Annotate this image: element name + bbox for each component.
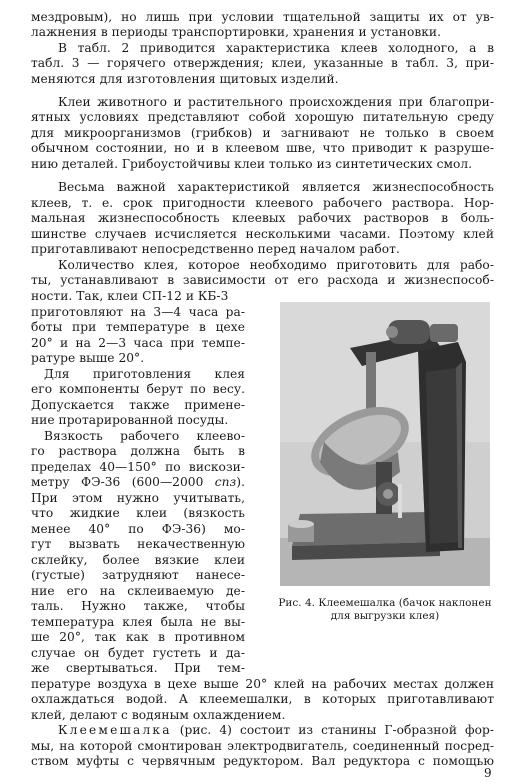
text-line: его компоненты берут по весу. <box>31 382 245 396</box>
text-line: склейку, более вязкие клеи <box>31 553 245 567</box>
text-line: ше 20°, так как в противном <box>31 630 245 644</box>
text-line: шинстве случаев исчисляется несколькими часами. Поэтому клей <box>31 227 494 241</box>
text-line: пературе воздуха в цехе выше 20° клей на рабочих местах должен <box>31 677 494 691</box>
figure-caption-line2: для выгрузки клея) <box>330 610 440 622</box>
text-line: Весьма важной характеристикой является жизнеспособность <box>58 180 494 194</box>
text-line: нию деталей. Грибоустойчивы клеи только из синтетических смол. <box>31 157 473 171</box>
text-line <box>31 475 245 490</box>
figure-caption-line1: Рис. 4. Клеемешалка (бачок наклонен <box>278 597 492 609</box>
text-line: клей, делают с водяным охлаждением. <box>31 708 286 722</box>
text-line: При этом нужно учитывать, <box>31 491 245 505</box>
text-line: Для приготовления клея <box>44 367 245 381</box>
text-line: Допускается также примене- <box>31 398 245 412</box>
text-line: приготовляют на 3—4 часа ра- <box>31 305 245 319</box>
text-line: ние его на склеиваемую де- <box>31 584 245 598</box>
text-line: приготавливают непосредственно перед началом работ. <box>31 242 400 256</box>
text-line: меняются для изготовления щитовых изделий. <box>31 72 339 86</box>
text-line: 20° и на 2—3 часа при темпе- <box>31 336 245 350</box>
text-fragment: метру ФЭ-36 (600—2000 <box>31 475 215 489</box>
text-line: температура клея была не вы- <box>31 615 245 629</box>
text-line: ратуре выше 20°. <box>31 351 145 365</box>
text-line: Вязкость рабочего клеево- <box>44 429 245 443</box>
text-line: для микроорганизмов (грибков) и загнивают не только в своем <box>31 126 494 140</box>
text-line: мы, на которой смонтирован электродвигатель, соединенный посред- <box>31 739 494 753</box>
text-line: клеев, т. е. срок пригодности клеевого рабочего раствора. Нор- <box>31 196 494 210</box>
text-line: охлаждаться водой. А клеемешалки, в которых приготавливают <box>31 692 494 706</box>
text-line: ности. Так, клеи СП-12 и КБ-3 <box>31 289 229 303</box>
text-line: гут вызвать некачественную <box>31 537 245 551</box>
text-line: ятных условиях представляют собой хорошую питательную среду <box>31 110 494 124</box>
text-line: случае он будет густеть и да- <box>31 646 245 660</box>
text-line: мальная жизнеспособность клеевых рабочих растворов в боль- <box>31 211 494 225</box>
unit-spz: спз <box>214 475 237 489</box>
text-line: мездровым), но лишь при условии тщательной защиты их от ув- <box>31 10 494 24</box>
figure-glue-mixer-photo <box>280 302 490 586</box>
text-line: лажнения в периоды транспортировки, хранения и установки. <box>31 25 442 39</box>
text-line: обычном состоянии, но и в клеевом шве, что приводит к разруше- <box>31 141 494 155</box>
text-line: ством муфты с червячным редуктором. Вал редуктора с помощью <box>31 754 494 768</box>
text-line: менее 40° по ФЭ-36) мо- <box>31 522 245 536</box>
glue-mixer-illustration <box>280 302 490 586</box>
text-line: го раствора должна быть в <box>31 444 245 458</box>
text-line: В табл. 2 приводится характеристика клеев холодного, а в <box>58 41 494 55</box>
text-line: же свертываться. При тем- <box>31 661 245 675</box>
text-line <box>58 723 494 738</box>
text-line: табл. 3 — горячего отверждения; клеи, указанные в табл. 3, при- <box>31 56 494 70</box>
text-line: Клеи животного и растительного происхождения при благопри- <box>58 95 494 109</box>
text-line: ты, устанавливают в зависимости от его расхода и жизнеспособ- <box>31 273 494 287</box>
text-line: боты при температуре в цехе <box>31 320 245 334</box>
text-line: Количество клея, которое необходимо приготовить для рабо- <box>58 258 494 272</box>
text-line: пределах 40—150° по вискози- <box>31 460 245 474</box>
text-line: что жидкие клеи (вязкость <box>31 506 245 520</box>
text-fragment: ). <box>236 475 245 489</box>
page-number: 9 <box>484 766 492 780</box>
text-line: ние протарированной посуды. <box>31 413 229 427</box>
text-line: (густые) затрудняют нанесе- <box>31 568 245 582</box>
term-kleemeshalka: Клеемешалка <box>58 723 172 737</box>
text-fragment: (рис. 4) состоит из станины Г-образной фор- <box>171 723 494 737</box>
text-line: таль. Нужно также, чтобы <box>31 599 245 613</box>
